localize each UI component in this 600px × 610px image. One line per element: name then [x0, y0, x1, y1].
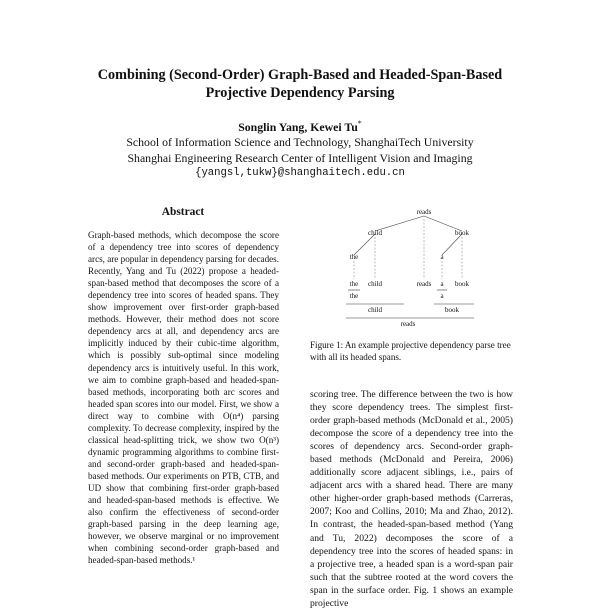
word-the: the	[349, 280, 359, 288]
right-column-body	[310, 388, 513, 610]
node-book: book	[455, 229, 469, 237]
tree-nodes	[350, 208, 470, 328]
affiliation-2: Shanghai Engineering Research Center of Intelligent Vision and Imaging	[127, 150, 473, 165]
edge-book-a	[442, 234, 462, 255]
node-root: reads	[416, 208, 432, 216]
abstract-text: Graph-based methods, which decompose the score of a dependency tree into scores of dependency arcs, are popular in dependency parsing for decades. Recently, Yang and Tu (2022) propose a headed-span-based method that decomposes the score of a dependency tree into scores of headed spans. They show improvement over first-order graph-based methods. However, their method does not score dependency arcs at all, and dependency arcs are implicitly induced by their cubic-time algorithm, which is possibly sub-optimal since modeling dependency arcs is intuitively useful. In this work, we aim to combine graph-based and headed-span-based methods, incorporating both arc scores and headed span scores into our model. First, we show a direct way to combine with O(n⁴) parsing complexity. To decrease complexity, inspired by the classical head-splitting trick, we show two O(n³) dynamic programming algorithms to combine first- and second-order graph-based and headed-span-based methods. Our experiments on PTB, CTB, and UD show that combining first-order graph-based and headed-span-based methods is effective. We also confirm the effectiveness of second-order graph-based parsing in the deep learning age, however, we observe marginal or no improvement when combining second-order graph-based and headed-span-based methods.¹	[88, 230, 279, 566]
span-book-label: book	[445, 306, 459, 314]
title-line-1: Combining (Second-Order) Graph-Based and Headed-Span-Based	[97, 67, 503, 83]
span-a-label: a	[440, 292, 444, 300]
span-child-label: child	[368, 306, 382, 314]
node-the: the	[349, 253, 359, 261]
word-book: book	[455, 280, 469, 288]
word-child: child	[368, 280, 382, 288]
paper-title	[0, 66, 600, 102]
title-line-2: Projective Dependency Parsing	[205, 85, 395, 101]
author-names-text: Songlin Yang, Kewei Tu	[238, 119, 358, 134]
figure-caption: Figure 1: An example projective dependency parse tree with all its headed spans.	[310, 340, 511, 362]
node-a: a	[440, 253, 444, 261]
edge-child-the	[354, 234, 375, 255]
author-email: {yangsl,tukw}@shanghaitech.edu.cn	[195, 167, 405, 180]
span-the-label: the	[349, 292, 359, 300]
word-a: a	[440, 280, 444, 288]
node-child: child	[368, 229, 382, 237]
dependency-tree-figure	[310, 205, 512, 333]
edge-reads-child	[375, 216, 424, 231]
author-mark: *	[357, 119, 362, 128]
author-names	[0, 116, 600, 135]
span-reads-label: reads	[400, 320, 416, 328]
right-column-text: scoring tree. The difference between the two is how they score dependency trees. The simplest first-order graph-based methods (McDonald et al., 2005) decompose the score of a dependency tree into the scores of dependency arcs. Second-order graph-based methods (McDonald and Pereira, 2006) additionally score adjacent siblings, i.e., pairs of adjacent arcs with a shared head. There are many other higher-order graph-based methods (Carreras, 2007; Koo and Collins, 2010; Ma and Zhao, 2012). In contrast, the headed-span-based method (Yang and Tu, 2022) decomposes the score of a dependency tree into the scores of headed spans: in a projective tree, a headed span is a word-span pair such that the subtree rooted at the word covers the span in the surface order. Fig. 1 shows an example projective	[310, 389, 513, 609]
abstract-body	[88, 229, 279, 566]
abstract-heading: Abstract	[161, 206, 205, 218]
word-reads: reads	[416, 280, 432, 288]
author-block	[0, 116, 600, 182]
projection-lines	[354, 219, 462, 279]
affiliation-1: School of Information Science and Technology, ShanghaiTech University	[126, 135, 474, 150]
